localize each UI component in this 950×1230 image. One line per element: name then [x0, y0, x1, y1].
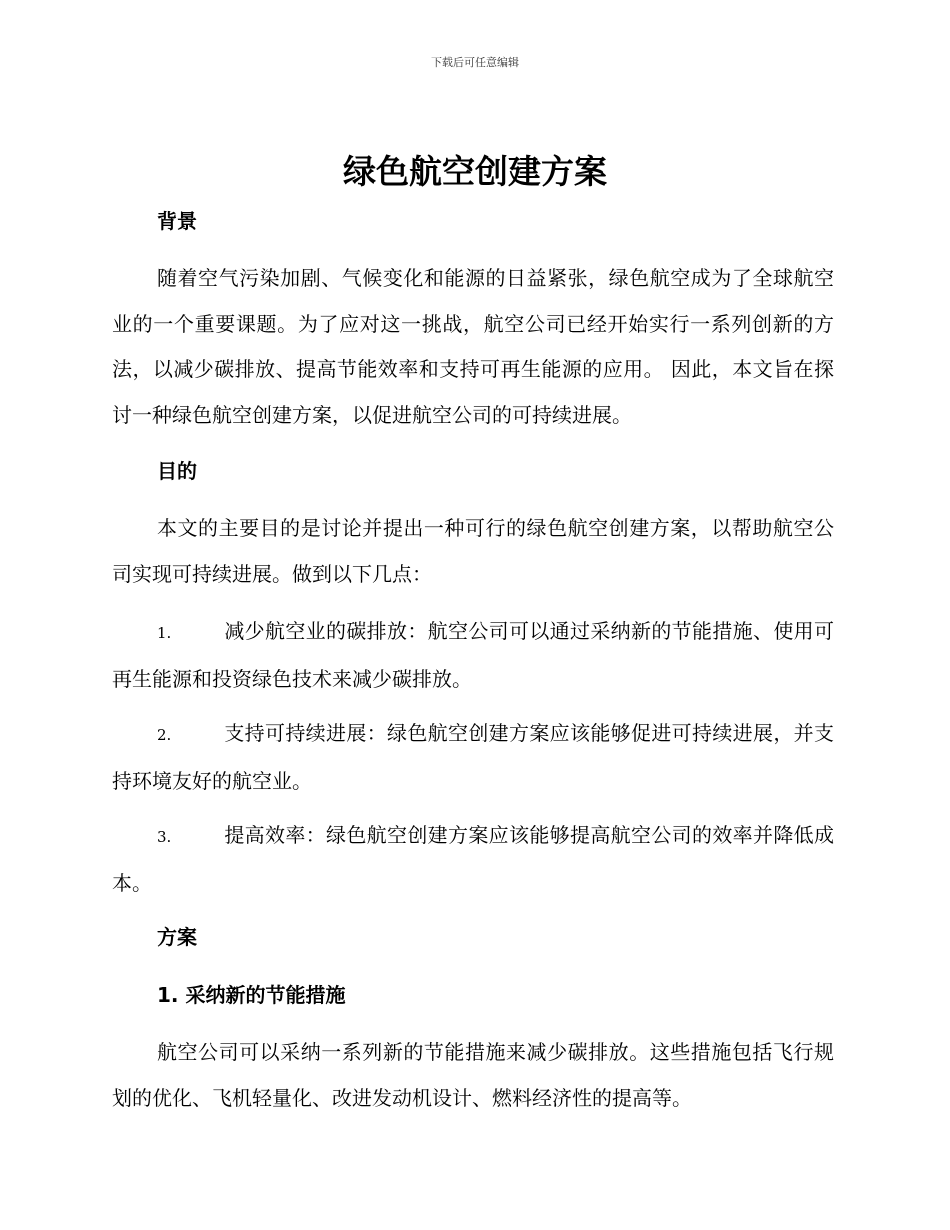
list-item	[112, 609, 834, 702]
list-item	[112, 711, 834, 804]
section-heading-purpose: 目的	[157, 459, 197, 483]
list-item-text: 支持可持续进展：绿色航空创建方案应该能够促进可持续进展，并支持环境友好的航空业。	[112, 721, 834, 793]
document-title: 绿色航空创建方案	[343, 152, 607, 191]
list-item	[112, 813, 834, 906]
section-heading-background: 背景	[157, 209, 197, 233]
subsection-heading-energy-saving: 1. 采纳新的节能措施	[157, 983, 346, 1007]
purpose-paragraph: 本文的主要目的是讨论并提出一种可行的绿色航空创建方案，以帮助航空公司实现可持续进展。做到以下几点：	[112, 516, 834, 586]
list-item-number: 2.	[157, 726, 172, 744]
background-paragraph: 随着空气污染加剧、气候变化和能源的日益紧张，绿色航空成为了全球航空业的一个重要课题。为了应对这一挑战，航空公司已经开始实行一系列创新的方法，以减少碳排放、提高节能效率和支持可再生能源的应用。 因此，本文旨在探讨一种绿色航空创建方案，以促进航空公司的可持续进展。	[112, 266, 834, 427]
list-item-number: 1.	[157, 624, 172, 642]
list-item-text: 减少航空业的碳排放：航空公司可以通过采纳新的节能措施、使用可再生能源和投资绿色技术来减少碳排放。	[112, 619, 834, 691]
header-note: 下载后可任意编辑	[431, 56, 519, 69]
list-item-number: 3.	[157, 828, 172, 846]
section-heading-plan: 方案	[157, 925, 197, 949]
list-item-text: 提高效率：绿色航空创建方案应该能够提高航空公司的效率并降低成本。	[112, 823, 834, 895]
plan-paragraph: 航空公司可以采纳一系列新的节能措施来减少碳排放。这些措施包括飞行规划的优化、飞机轻量化、改进发动机设计、燃料经济性的提高等。	[112, 1040, 834, 1110]
